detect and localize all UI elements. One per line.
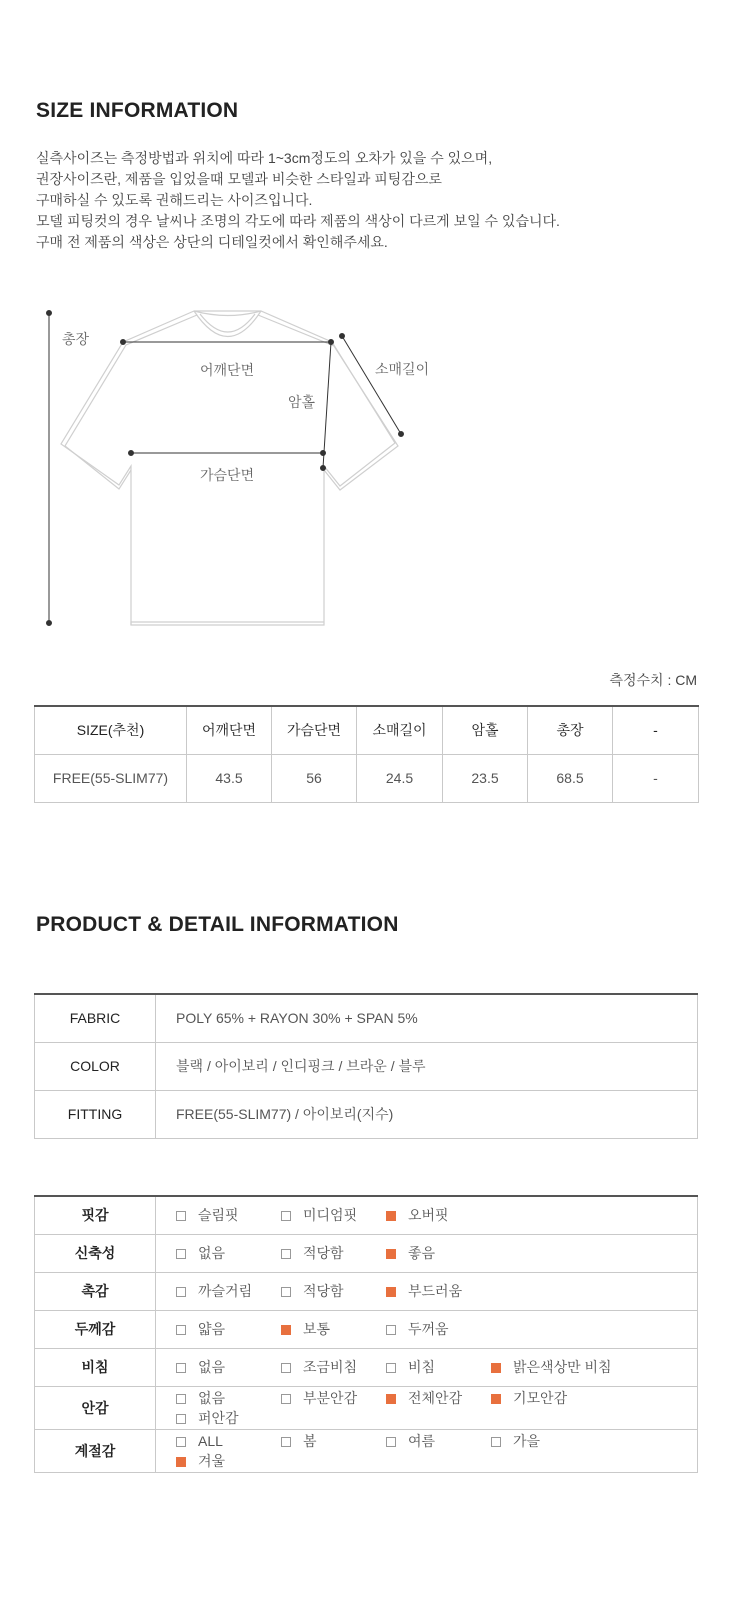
shoulder-label: 어깨단면: [200, 363, 255, 379]
checked-box-icon: [491, 1363, 501, 1373]
feel-option: [176, 1388, 281, 1408]
unchecked-box-icon: [281, 1287, 291, 1297]
feel-options: [156, 1386, 698, 1429]
checked-box-icon: [386, 1249, 396, 1259]
feel-option-label: 부분안감: [303, 1389, 358, 1406]
table-row: [35, 1196, 698, 1234]
feel-option: [386, 1243, 491, 1263]
feel-option: [176, 1281, 281, 1301]
feel-option: [176, 1451, 281, 1471]
feel-option: [176, 1357, 281, 1377]
checked-box-icon: [281, 1325, 291, 1335]
feel-option: [281, 1205, 386, 1225]
feel-option-label: 비침: [408, 1359, 436, 1375]
unchecked-box-icon: [281, 1249, 291, 1259]
feel-row-label: 두께감: [35, 1310, 156, 1348]
feel-option-label: 슬림핏: [198, 1207, 239, 1224]
feel-option: [176, 1408, 281, 1428]
header-size: SIZE(추천): [35, 706, 187, 754]
feel-option-label: 부드러움: [408, 1283, 463, 1299]
sleeve-line: [342, 336, 401, 434]
unchecked-box-icon: [281, 1211, 291, 1221]
feel-option: [281, 1431, 386, 1451]
unit-note: 측정수치 : CM: [609, 672, 697, 688]
feel-option-label: 두꺼움: [408, 1321, 449, 1337]
feel-option-label: 기모안감: [513, 1389, 568, 1406]
chest-label: 가슴단면: [200, 468, 255, 484]
cell-length: 68.5: [528, 754, 613, 802]
feel-option: [386, 1205, 491, 1225]
feel-option-label: 까슬거림: [198, 1283, 253, 1299]
feel-option-label: 조금비침: [303, 1359, 358, 1375]
unchecked-box-icon: [491, 1437, 501, 1447]
unchecked-box-icon: [281, 1363, 291, 1373]
feel-row-label: 촉감: [35, 1272, 156, 1310]
size-note: 구매 전 제품의 색상은 상단의 디테일컷에서 확인해주세요.: [36, 234, 388, 250]
feel-option-label: 전체안감: [408, 1389, 463, 1406]
unchecked-box-icon: [386, 1437, 396, 1447]
feel-row-label: 신축성: [35, 1234, 156, 1272]
unchecked-box-icon: [176, 1363, 186, 1373]
size-note: 구매하실 수 있도록 권해드리는 사이즈입니다.: [36, 192, 313, 208]
fabric-label: FABRIC: [35, 994, 156, 1042]
feel-option-label: ALL: [198, 1432, 223, 1449]
size-table-header: [35, 706, 699, 754]
cell-shoulder: 43.5: [187, 754, 272, 802]
header-chest: 가슴단면: [272, 706, 357, 754]
size-note: 모델 피팅컷의 경우 날씨나 조명의 각도에 따라 제품의 색상이 다르게 보일 수 있습니다.: [36, 213, 560, 229]
header-extra: -: [613, 706, 699, 754]
table-row: [35, 754, 699, 802]
feel-option-label: 좋음: [408, 1245, 436, 1261]
size-notes: [36, 148, 716, 253]
unchecked-box-icon: [386, 1363, 396, 1373]
detail-table: [34, 993, 698, 1139]
header-armhole: 암홀: [443, 706, 528, 754]
feel-option: [176, 1205, 281, 1225]
armhole-line: [323, 342, 331, 468]
feel-option-label: 미디엄핏: [303, 1207, 358, 1224]
feel-option-label: 가을: [513, 1432, 541, 1449]
feel-row-label: 핏감: [35, 1196, 156, 1234]
feel-option: [281, 1243, 386, 1263]
feel-option-label: 없음: [198, 1359, 226, 1375]
unchecked-box-icon: [176, 1249, 186, 1259]
table-row: [35, 1042, 698, 1090]
color-value: 블랙 / 아이보리 / 인디핑크 / 브라운 / 블루: [156, 1042, 698, 1090]
feel-option-label: 밝은색상만 비침: [513, 1359, 612, 1375]
feel-option: [176, 1319, 281, 1339]
table-row: [35, 1429, 698, 1472]
armhole-label: 암홀: [288, 395, 316, 411]
table-row: [35, 1090, 698, 1138]
feel-options: [156, 1348, 698, 1386]
feel-option-label: 적당함: [303, 1245, 344, 1261]
unchecked-box-icon: [176, 1414, 186, 1424]
size-table: [34, 705, 699, 803]
feel-option-label: 오버핏: [408, 1207, 449, 1224]
feel-option-label: 여름: [408, 1432, 436, 1449]
feel-option-label: 퍼안감: [198, 1409, 239, 1426]
feel-option-label: 없음: [198, 1245, 226, 1261]
unchecked-box-icon: [281, 1394, 291, 1404]
unchecked-box-icon: [281, 1437, 291, 1447]
feel-row-label: 계절감: [35, 1429, 156, 1472]
feel-option: [281, 1357, 386, 1377]
feel-option: [386, 1431, 491, 1451]
feel-option: [386, 1319, 491, 1339]
size-note: 권장사이즈란, 제품을 입었을때 모델과 비슷한 스타일과 피팅감으로: [36, 171, 442, 187]
checked-box-icon: [386, 1394, 396, 1404]
feel-table: [34, 1195, 698, 1473]
fitting-label: FITTING: [35, 1090, 156, 1138]
feel-option-label: 얇음: [198, 1321, 226, 1337]
feel-option: [386, 1281, 491, 1301]
header-shoulder: 어깨단면: [187, 706, 272, 754]
unchecked-box-icon: [386, 1325, 396, 1335]
size-note: 실측사이즈는 측정방법과 위치에 따라 1~3cm정도의 오차가 있을 수 있으며,: [36, 150, 493, 166]
unchecked-box-icon: [176, 1437, 186, 1447]
cell-sleeve: 24.5: [357, 754, 443, 802]
header-length: 총장: [528, 706, 613, 754]
feel-options: [156, 1429, 698, 1472]
feel-options: [156, 1196, 698, 1234]
table-row: [35, 1386, 698, 1429]
feel-option-label: 겨울: [198, 1452, 226, 1469]
feel-option-label: 보통: [303, 1321, 331, 1337]
feel-option: [281, 1388, 386, 1408]
cell-size: FREE(55-SLIM77): [35, 754, 187, 802]
feel-option-label: 없음: [198, 1389, 226, 1406]
feel-option: [491, 1357, 612, 1377]
header-sleeve: 소매길이: [357, 706, 443, 754]
checked-box-icon: [386, 1287, 396, 1297]
cell-armhole: 23.5: [443, 754, 528, 802]
color-label: COLOR: [35, 1042, 156, 1090]
table-row: [35, 1234, 698, 1272]
size-information-title: SIZE INFORMATION: [36, 99, 239, 122]
feel-option: [176, 1433, 281, 1449]
checked-box-icon: [386, 1211, 396, 1221]
cell-extra: -: [613, 754, 699, 802]
feel-options: [156, 1234, 698, 1272]
unchecked-box-icon: [176, 1211, 186, 1221]
table-row: [35, 1348, 698, 1386]
feel-options: [156, 1272, 698, 1310]
feel-option-label: 적당함: [303, 1283, 344, 1299]
feel-option: [386, 1357, 491, 1377]
unchecked-box-icon: [176, 1287, 186, 1297]
table-row: [35, 1310, 698, 1348]
length-label: 총장: [62, 332, 90, 348]
feel-option: [281, 1281, 386, 1301]
fabric-value: POLY 65% + RAYON 30% + SPAN 5%: [156, 994, 698, 1042]
feel-option: [491, 1431, 596, 1451]
tshirt-measurement-diagram: [0, 290, 750, 640]
sleeve-label: 소매길이: [375, 362, 430, 378]
table-row: [35, 1272, 698, 1310]
table-row: [35, 994, 698, 1042]
product-detail-title: PRODUCT & DETAIL INFORMATION: [36, 913, 399, 936]
checked-box-icon: [176, 1457, 186, 1467]
unchecked-box-icon: [176, 1325, 186, 1335]
feel-options: [156, 1310, 698, 1348]
feel-row-label: 비침: [35, 1348, 156, 1386]
feel-option-label: 봄: [303, 1432, 317, 1449]
feel-option: [491, 1388, 596, 1408]
feel-option: [281, 1319, 386, 1339]
checked-box-icon: [491, 1394, 501, 1404]
unchecked-box-icon: [176, 1394, 186, 1404]
feel-option: [386, 1388, 491, 1408]
cell-chest: 56: [272, 754, 357, 802]
feel-row-label: 안감: [35, 1386, 156, 1429]
fitting-value: FREE(55-SLIM77) / 아이보리(지수): [156, 1090, 698, 1138]
feel-option: [176, 1243, 281, 1263]
